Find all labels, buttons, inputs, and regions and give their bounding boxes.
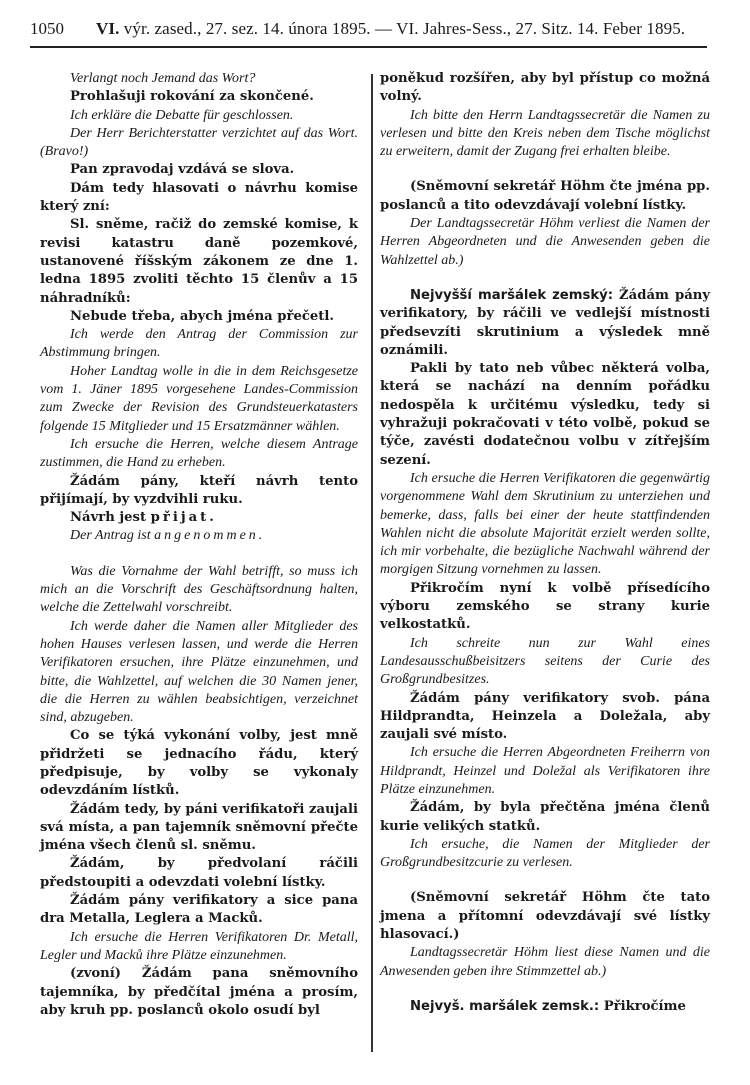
text-fragment: . bbox=[209, 510, 214, 526]
paragraph: poněkud rozšířen, aby byl přístup co možná volný. bbox=[380, 71, 710, 105]
speech-text: Žádám pány verifikatory, by ráčili ve vedlejší místnosti předsevzíti skrutinium a výsledek mně oznámili. bbox=[380, 287, 711, 358]
header-rule bbox=[30, 46, 707, 48]
text-fragment: Návrh jest bbox=[70, 510, 151, 526]
paragraph: Žádám pány, kteří návrh tento přijímají, by vyzdvihli ruku. bbox=[40, 473, 358, 507]
spaced-emphasis: angenommen bbox=[154, 528, 259, 544]
paragraph: Ich ersuche die Herren Verifikatoren Dr. Metall, Legler und Macků ihre Plätze einzunehmen. bbox=[40, 929, 358, 963]
paragraph: Ich erkläre die Debatte für geschlossen. bbox=[70, 107, 294, 123]
paragraph: Dám tedy hlasovati o návrhu komise který zní: bbox=[40, 180, 358, 215]
text-fragment: Der Antrag ist bbox=[70, 528, 155, 544]
speaker-name: Nejvyš. maršálek zemsk.: bbox=[410, 998, 600, 1014]
paragraph: Žádám tedy, by páni verifikatoři zaujali svá místa, a pan tajemník sněmovní přečte jména všech členů sl. sněmu. bbox=[40, 801, 358, 854]
left-column bbox=[40, 70, 358, 1020]
paragraph: Ich ersuche die Herren Verifikatoren die gegenwärtig vorgenommene Wahl dem Skrutinium zu unterziehen und bemerke, dass, falls bei einer der heute stattfindenden Wahlen nicht die absolute Majorität erzielt werden sollte, ich mir vorbehalte, die bezügliche Nachwahl während der morgigen Sitzung vornehmen zu lassen. bbox=[380, 470, 710, 578]
paragraph: Landtagssecretär Höhm liest diese Namen und die Anwesenden geben ihre Stimmzettel ab.) bbox=[380, 945, 710, 979]
paragraph: Verlangt noch Jemand das Wort? bbox=[70, 71, 256, 86]
paragraph: Ich werde daher die Namen aller Mitglieder des hohen Hauses verlesen lassen, und werde die Herren Verifikatoren ersuchen, ihre Plätze einzunehmen, und bitte, die Wahlzettel, auf welchen die 30 Namen jener, die die Herren zu wählen beabsichtigen, verzeichnet sind, abzugeben. bbox=[40, 618, 358, 726]
paragraph: Ich ersuche, die Namen der Mitglieder der Großgrundbesitzcurie zu verlesen. bbox=[380, 836, 710, 871]
header-title-rest: výr. zased., 27. sez. 14. února 1895. — VI. Jahres-Sess., 27. Sitz. 14. Feber 1895. bbox=[119, 19, 686, 38]
header-title-prefix: VI. bbox=[96, 19, 120, 38]
page-number: 1050 bbox=[30, 19, 64, 38]
paragraph: Ich bitte den Herrn Landtagssecretär die Namen zu verlesen und bitte den Kreis neben dem Tische möglichst zu erweitern, damit der Zugang frei erhalten bleibe. bbox=[380, 107, 710, 160]
paragraph: Ich ersuche die Herren, welche diesem Antrage zustimmen, die Hand zu erheben. bbox=[40, 436, 358, 471]
paragraph: Nebude třeba, abych jména přečetl. bbox=[70, 308, 334, 324]
running-header bbox=[30, 18, 707, 42]
paragraph: Přikročím nyní k volbě přísedícího výboru zemského se strany kurie velkostatků. bbox=[380, 580, 710, 633]
paragraph bbox=[380, 287, 710, 360]
column-divider bbox=[371, 74, 373, 1052]
paragraph bbox=[380, 998, 710, 1016]
speech-text: Přikročíme bbox=[599, 998, 686, 1014]
paragraph bbox=[40, 509, 358, 527]
paragraph: Hoher Landtag wolle in die in dem Reichsgesetze vom 1. Jäner 1895 vorgesehene Landes-Commission zum Zwecke der Revision des Grundsteuerkatasters folgende 15 Mitglieder und 15 Ersatzmänner wählen. bbox=[40, 363, 358, 434]
paragraph: Ich werde den Antrag der Commission zur Abstimmung bringen. bbox=[40, 327, 358, 361]
paragraph: Co se týká vykonání volby, jest mně přidržeti se jednacího řádu, který předpisuje, by volby se vykonaly odevzdáním lístků. bbox=[40, 728, 358, 799]
paragraph: Ich ersuche die Herren Abgeordneten Freiherrn von Hildprandt, Heinzel und Doležal als Verifikatoren ihre Plätze einzunehmen. bbox=[380, 745, 710, 797]
header-title bbox=[96, 18, 685, 40]
paragraph: Sl. sněme, račiž do zemské komise, k revisi katastru daně pozemkové, ustanovené říšským zákonem ze dne 1. ledna 1895 zvoliti těchto 15 členův a 15 náhradníků: bbox=[40, 217, 358, 306]
paragraph: Žádám, by předvolaní ráčili předstoupiti a odevzdati volební lístky. bbox=[40, 856, 358, 890]
paragraph: (Sněmovní sekretář Höhm čte tato jmena a přítomní odevzdávají své lístky hlasovací.) bbox=[380, 890, 710, 943]
paragraph bbox=[40, 527, 358, 545]
paragraph: Der Landtagssecretär Höhm verliest die Namen der Herren Abgeordneten und die Anwesenden geben die Wahlzettel ab.) bbox=[380, 216, 710, 268]
speaker-name: Nejvyšší maršálek zemský: bbox=[410, 287, 613, 303]
text-fragment: . bbox=[258, 528, 263, 544]
paragraph: Ich schreite nun zur Wahl eines Landesausschußbeisitzers seitens der Curie des Großgrundbesitzes. bbox=[380, 635, 710, 688]
paragraph: Was die Vornahme der Wahl betrifft, so muss ich mich an die Vorschrift des Geschäftsordnung halten, welche die Zettelwahl vorschreibt. bbox=[40, 563, 358, 616]
paragraph: (Sněmovní sekretář Höhm čte jména pp. poslanců a tito odevzdávají volební lístky. bbox=[380, 179, 710, 213]
paragraph: Pakli by tato neb vůbec některá volba, která se nachází na denním pořádku nedospěla k určitému výsledku, tedy si vyhražuji pokračovati v této volbě, pokud se týče, zavésti dodatečnou volbu v zítřejším sezení. bbox=[380, 361, 710, 468]
spaced-emphasis: přijat bbox=[150, 510, 210, 526]
paragraph: Žádám, by byla přečtěna jména členů kurie velikých statků. bbox=[380, 800, 710, 834]
paragraph: Prohlašuji rokování za skončené. bbox=[70, 89, 314, 105]
paragraph: Žádám pány verifikatory a sice pana dra Metalla, Leglera a Macků. bbox=[40, 893, 358, 927]
paragraph: Žádám pány verifikatory svob. pána Hildprandta, Heinzela a Doležala, aby zaujali své místo. bbox=[380, 690, 710, 743]
right-column bbox=[380, 70, 710, 1016]
paragraph: Pan zpravodaj vzdává se slova. bbox=[70, 162, 295, 178]
paragraph: Der Herr Berichterstatter verzichtet auf das Wort. (Bravo!) bbox=[40, 125, 358, 160]
paragraph: (zvoní) Žádám pana sněmovního tajemníka, by předčítal jména a prosím, aby kruh pp. poslanců okolo osudí byl bbox=[40, 966, 358, 1018]
